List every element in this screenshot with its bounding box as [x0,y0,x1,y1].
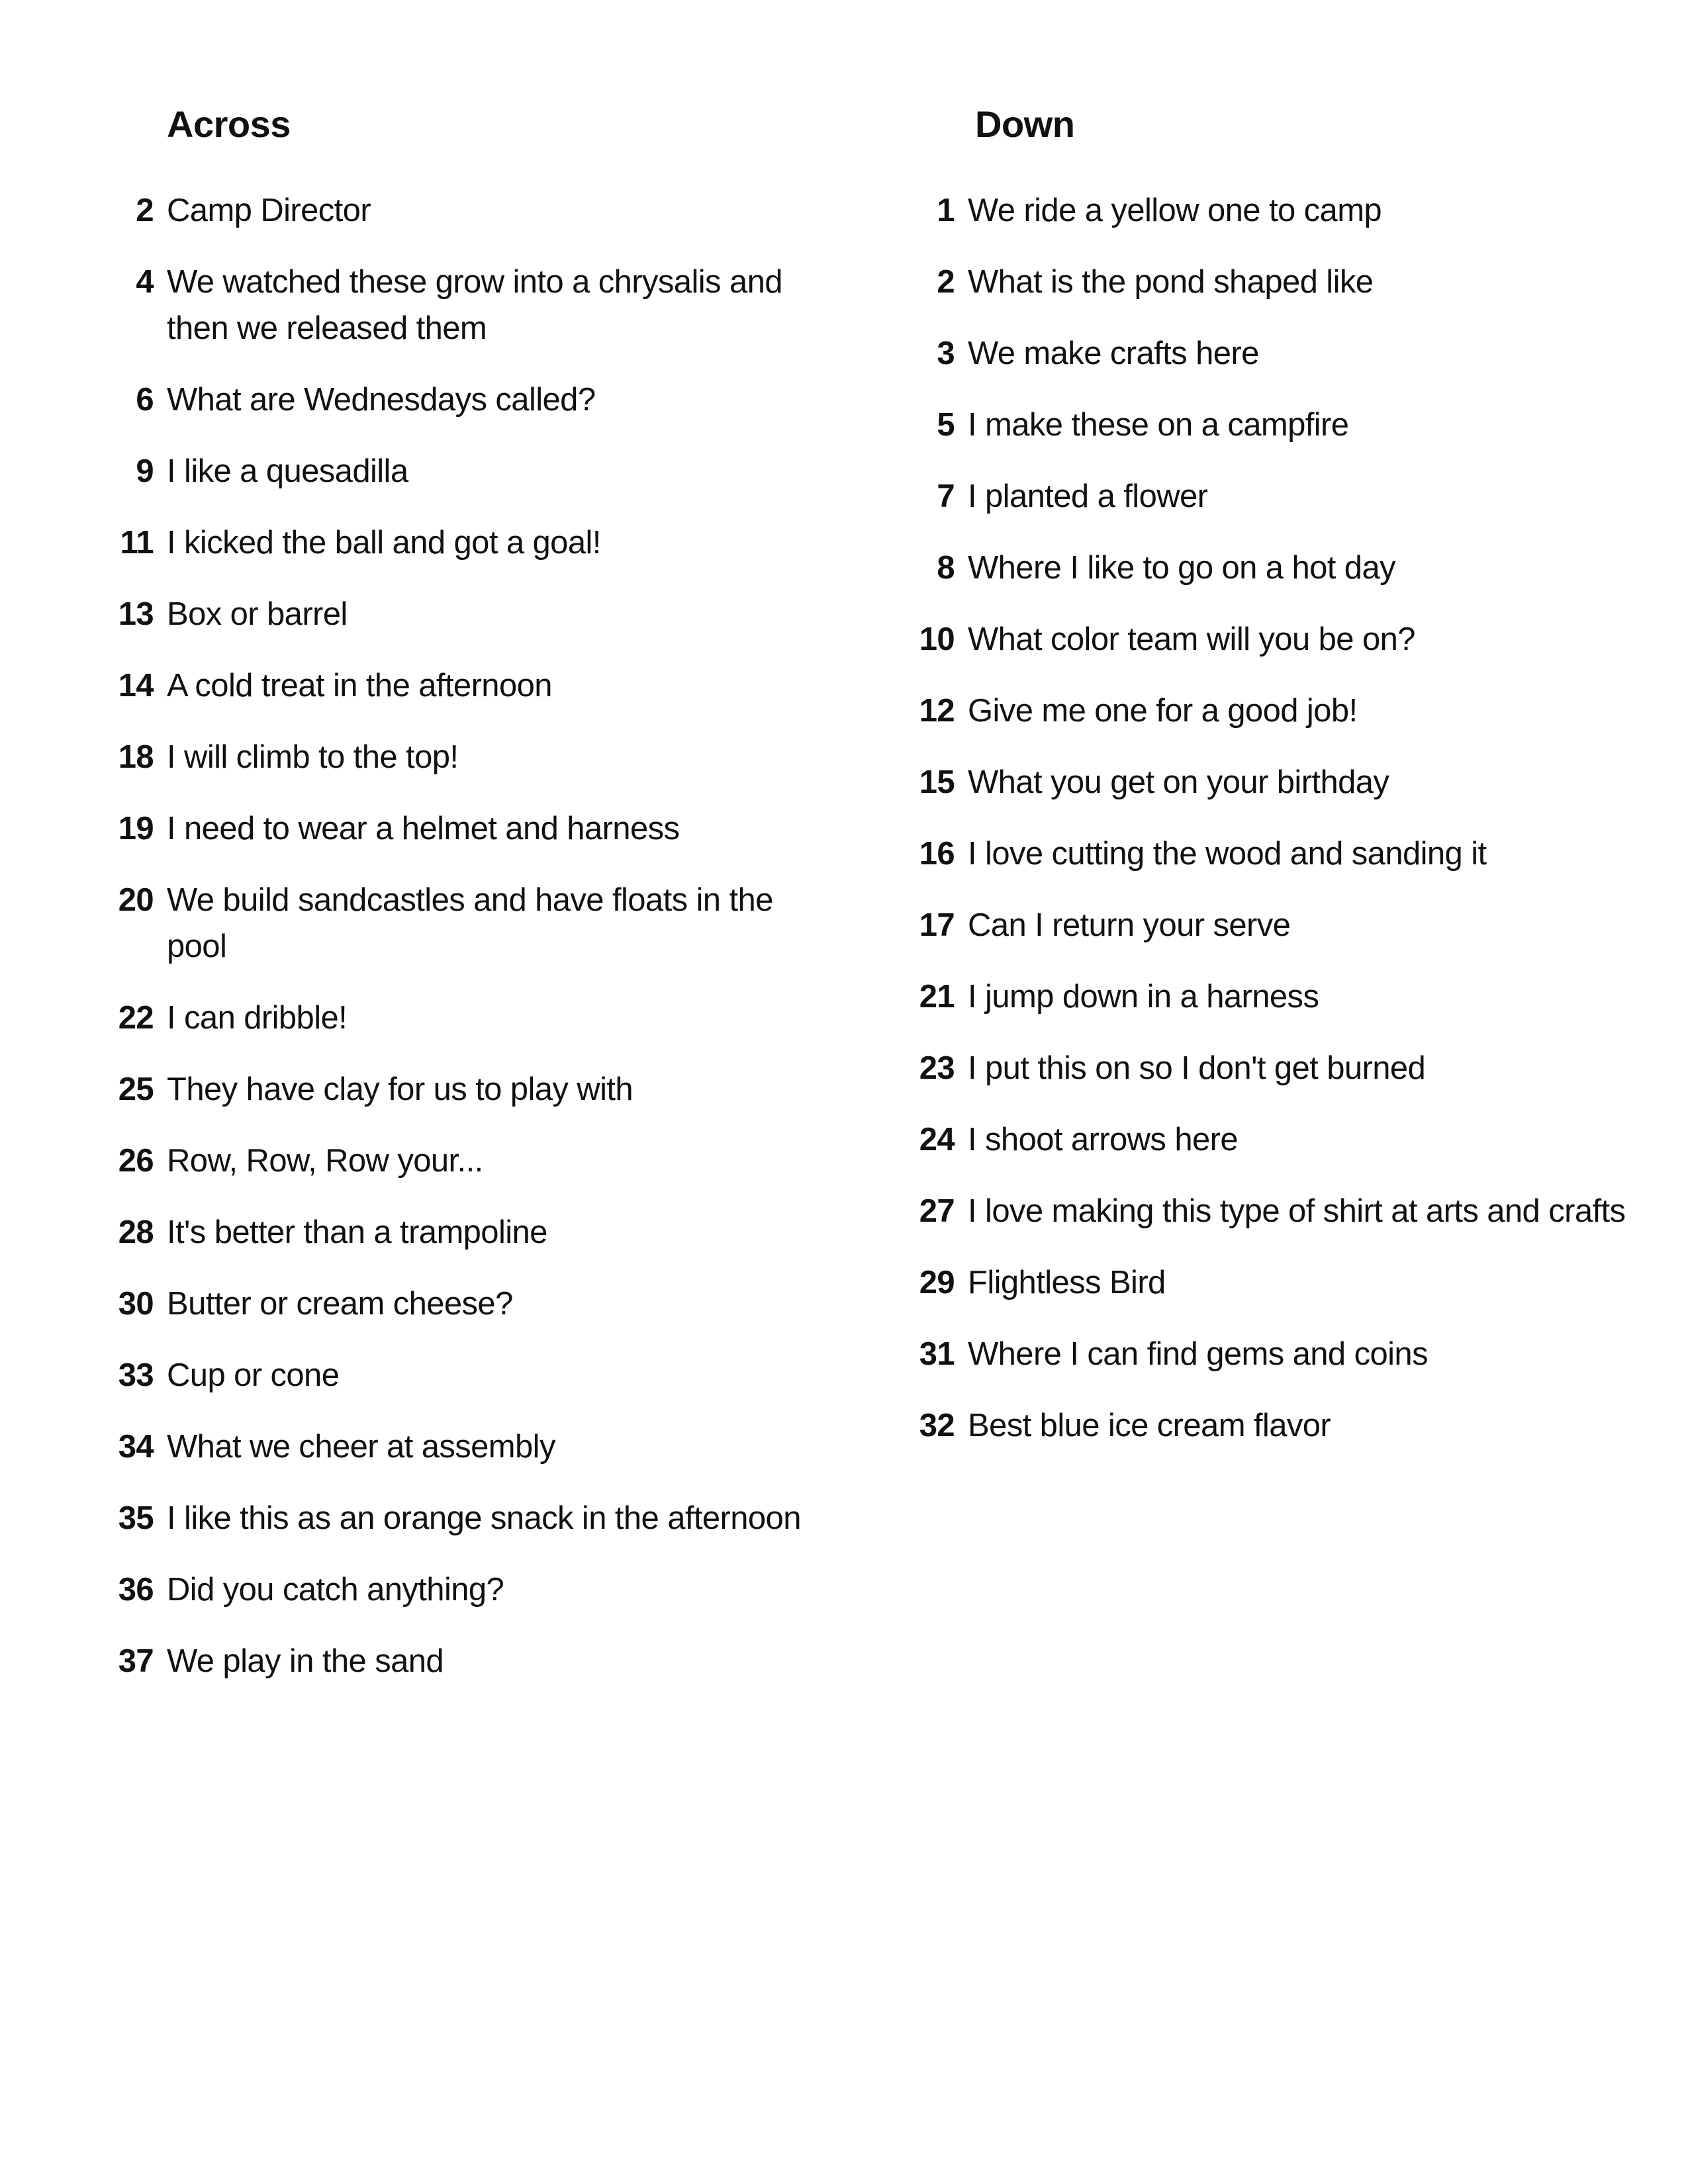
clue-number: 7 [937,478,955,514]
clue-text: I jump down in a harness [968,979,1319,1015]
clue-text: We watched these grow into a chrysalis and then we released them [167,264,782,346]
clue-text: I can dribble! [167,1000,348,1036]
down-clue [900,831,1688,877]
clue-number: 10 [919,621,955,657]
clue-number: 26 [118,1143,154,1179]
across-clue [99,734,841,780]
down-clue [900,1116,1688,1163]
clue-text: Box or barrel [167,596,348,632]
down-clue [900,1331,1688,1377]
clue-text: They have clay for us to play with [167,1071,633,1107]
clue-text: We make crafts here [968,336,1259,371]
clue-text: I kicked the ball and got a goal! [167,525,601,561]
clue-number: 3 [937,336,955,371]
clue-number: 34 [118,1429,154,1465]
clue-text: I planted a flower [968,478,1208,514]
across-clue [99,1066,841,1113]
clue-number: 6 [136,382,154,418]
across-clue [99,1495,841,1541]
clue-text: I shoot arrows here [968,1122,1239,1158]
across-heading: Across [167,103,291,145]
clue-number: 24 [919,1122,955,1158]
clue-number: 9 [136,453,154,489]
across-clue [99,877,841,970]
clue-text: What are Wednesdays called? [167,382,596,418]
clue-number: 13 [118,596,154,632]
clue-text: Flightless Bird [968,1265,1166,1300]
clue-number: 37 [118,1643,154,1679]
clue-text: I like a quesadilla [167,453,408,489]
clue-text: I love cutting the wood and sanding it [968,836,1487,872]
clue-number: 23 [919,1050,955,1086]
clue-number: 36 [118,1572,154,1608]
clue-text: I need to wear a helmet and harness [167,811,680,846]
clue-text: We build sandcastles and have floats in the pool [167,882,773,964]
across-clue [99,1281,841,1327]
down-clue [900,473,1688,520]
across-clue [99,995,841,1041]
down-heading: Down [975,103,1075,145]
clue-text: Camp Director [167,193,371,228]
clue-text: Where I can find gems and coins [968,1336,1428,1372]
clue-text: We ride a yellow one to camp [968,193,1382,228]
across-clue [99,805,841,852]
clue-number: 25 [118,1071,154,1107]
clue-number: 1 [937,193,955,228]
clue-number: 19 [118,811,154,846]
clue-number: 32 [919,1408,955,1443]
clue-number: 21 [919,979,955,1015]
clue-text: I will climb to the top! [167,739,459,775]
down-clue [900,330,1688,377]
clue-text: Butter or cream cheese? [167,1286,513,1322]
clue-number: 22 [118,1000,154,1036]
down-clue [900,1188,1688,1234]
across-clue [99,448,841,494]
clue-text: What color team will you be on? [968,621,1415,657]
down-clue [900,1402,1688,1449]
clue-number: 11 [120,525,154,561]
clue-text: Where I like to go on a hot day [968,550,1396,586]
clue-text: I love making this type of shirt at arts and crafts [968,1193,1626,1229]
across-clue [99,1138,841,1184]
clue-number: 2 [136,193,154,228]
clue-text: It's better than a trampoline [167,1214,547,1250]
down-clue [900,688,1688,734]
clue-number: 12 [919,693,955,729]
clue-number: 29 [919,1265,955,1300]
clue-number: 14 [118,668,154,704]
clue-text: Did you catch anything? [167,1572,504,1608]
down-clue [900,259,1688,305]
clue-text: Can I return your serve [968,907,1291,943]
down-clue [900,1045,1688,1091]
down-clue [900,616,1688,662]
down-clue [900,902,1688,948]
clue-number: 28 [118,1214,154,1250]
clue-text: We play in the sand [167,1643,444,1679]
clue-number: 20 [118,882,154,918]
clue-text: I make these on a campfire [968,407,1349,443]
clue-text: Cup or cone [167,1357,340,1393]
down-clue-list [900,187,1688,1474]
across-clue [99,662,841,709]
clue-number: 8 [937,550,955,586]
clue-text: What we cheer at assembly [167,1429,555,1465]
clue-number: 35 [118,1500,154,1536]
clue-number: 17 [919,907,955,943]
clue-number: 33 [118,1357,154,1393]
clue-number: 5 [937,407,955,443]
clue-number: 30 [118,1286,154,1322]
clue-number: 2 [937,264,955,300]
across-clue [99,520,841,566]
clue-text: Best blue ice cream flavor [968,1408,1331,1443]
clue-number: 18 [118,739,154,775]
across-clue [99,1424,841,1470]
down-clue [900,402,1688,448]
down-clue [900,1259,1688,1306]
clue-number: 16 [919,836,955,872]
across-clue [99,259,841,351]
clue-text: What is the pond shaped like [968,264,1374,300]
across-clue-list [99,187,841,1709]
down-clue [900,187,1688,234]
across-clue [99,591,841,637]
clue-number: 4 [136,264,154,300]
across-clue [99,1638,841,1684]
across-clue [99,187,841,234]
clue-text: I like this as an orange snack in the afternoon [167,1500,801,1536]
clue-text: Row, Row, Row your... [167,1143,483,1179]
clue-number: 27 [919,1193,955,1229]
down-clue [900,974,1688,1020]
across-clue [99,1567,841,1613]
across-clue [99,1352,841,1398]
clue-text: I put this on so I don't get burned [968,1050,1426,1086]
clue-number: 15 [919,764,955,800]
across-clue [99,377,841,423]
clue-text: Give me one for a good job! [968,693,1358,729]
down-clue [900,759,1688,805]
clue-text: What you get on your birthday [968,764,1389,800]
clue-number: 31 [919,1336,955,1372]
across-clue [99,1209,841,1255]
down-clue [900,545,1688,591]
clue-text: A cold treat in the afternoon [167,668,552,704]
